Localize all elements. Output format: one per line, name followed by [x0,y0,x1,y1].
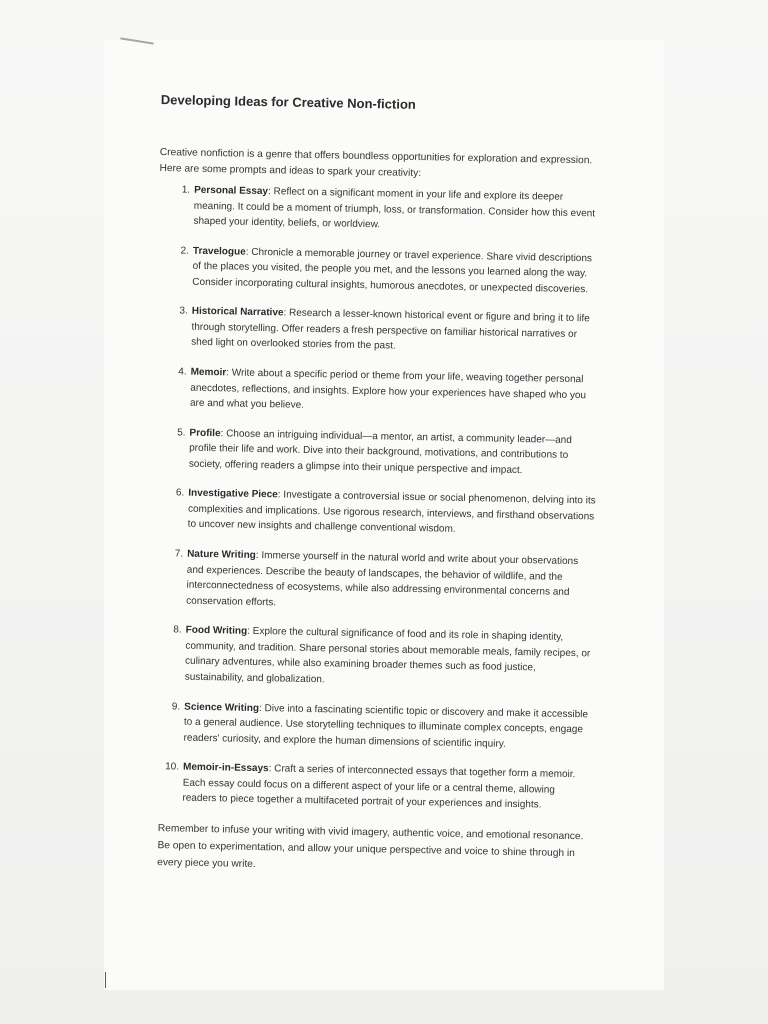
heading-colon: : [220,428,227,440]
document-title: Developing Ideas for Creative Non-fiction [160,92,416,112]
prompt-item [145,698,592,753]
prompt-item [154,243,601,298]
prompt-heading: Food Writing [185,624,248,638]
prompt-heading: Travelogue [192,245,246,258]
prompt-heading: Science Writing [184,701,260,714]
heading-colon: : [258,702,265,714]
prompt-text: Reflect on a significant moment in your life and explore its deeper meaning. It could be a moment of triumph, loss, or transformation. Consider how this event shaped your identity, beliefs, or worldview. [193,186,596,231]
prompt-number: 7. [174,548,184,560]
prompt-heading: Memoir [190,366,227,379]
prompt-text: Immerse yourself in the natural world and write about your observations and experiences. Describe the beauty of landscapes, the behavior of wildlife, and the interconnectedness of ecosystems, while also addressing environmental concerns and conservation efforts. [186,550,579,608]
heading-colon: : [268,763,275,775]
prompt-number: 10. [165,761,180,773]
closing-paragraph: Remember to infuse your writing with vivid imagery, authentic voice, and emotional resonance. Be open to experimentation, and allow your unique perspective and voice to shine through in every piece you write. [157,823,584,870]
heading-colon: : [247,626,253,638]
prompt-text: Investigate a controversial issue or social phenomenon, delving into its complexities and implications. Use rigorous research, interviews, and firsthand observations to uncover new insights and challenge conventional wisdom. [187,489,596,536]
prompt-heading: Nature Writing [187,548,256,562]
prompt-item [147,622,594,693]
prompt-number: 3. [179,305,188,317]
prompt-text: Explore the cultural significance of food and its role in shaping identity, community, and tradition. Share personal stories about memorable meals, family recipes, or culinary adventures, while also examining broader themes such as food justice, sustainability, and globalization. [184,626,591,686]
prompt-number: 2. [180,245,190,257]
prompt-text: Choose an intriguing individual—a mentor, an artist, a community leader—and profile their life and work. Dive into their background, motivations, and contributions to society, offering readers a glimpse into their unique perspective and impact. [188,428,572,476]
scan-edge-mark [105,972,106,988]
heading-colon: : [226,367,232,379]
prompt-text: Write about a specific period or theme from your life, weaving together personal anecdotes, reflections, and insights. Explore how your experiences have shaped who you are and what you believe. [189,367,587,411]
heading-colon: : [245,246,252,258]
prompt-number: 4. [178,366,187,378]
prompt-text: Chronicle a memorable journey or travel experience. Share vivid descriptions of the places you visited, the people you met, and the lessons you learned along the way. Consider incorporating cultural insights, humorous anecdotes, or unexpected discoveries. [192,246,593,295]
prompt-item [150,485,597,540]
prompt-heading: Investigative Piece [188,488,278,501]
document-content [143,92,604,879]
prompt-number: 1. [181,184,191,196]
prompt-number: 9. [171,700,181,713]
prompt-number: 8. [173,624,182,636]
prompt-item [155,182,602,237]
prompt-item [151,425,598,480]
prompt-heading: Historical Narrative [191,306,284,319]
prompt-number: 5. [177,427,186,439]
heading-colon: : [277,489,284,501]
prompt-number: 6. [175,487,185,500]
prompt-item [148,546,595,617]
prompt-item [153,303,600,358]
prompt-list [144,182,602,814]
prompt-heading: Memoir-in-Essays [182,761,269,775]
heading-colon: : [283,307,290,319]
prompt-heading: Profile [189,427,221,440]
heading-colon: : [267,186,274,198]
intro-paragraph: Creative nonfiction is a genre that offers boundless opportunities for exploration and expression. Here are some prompts and ideas to spark your creativity: [159,147,593,180]
prompt-heading: Personal Essay [194,184,269,198]
prompt-text: Craft a series of interconnected essays that together form a memoir. Each essay could focus on a different aspect of your life or a central theme, allowing readers to piece together a multifaceted portrait of your experiences and insights. [182,763,576,811]
heading-colon: : [255,550,262,562]
prompt-item [152,364,599,419]
prompt-text: Research a lesser-known historical event or figure and bring it to life through storytelling. Offer readers a fresh perspective on familiar historical narratives or shed light on overlooked stories from the past. [191,307,590,352]
prompt-item [144,759,591,814]
prompt-text: Dive into a fascinating scientific topic or discovery and make it accessible to a general audience. Use storytelling techniques to illuminate complex concepts, engage readers' curiosity, and explore the human dimensions of scientific inquiry. [183,702,589,750]
